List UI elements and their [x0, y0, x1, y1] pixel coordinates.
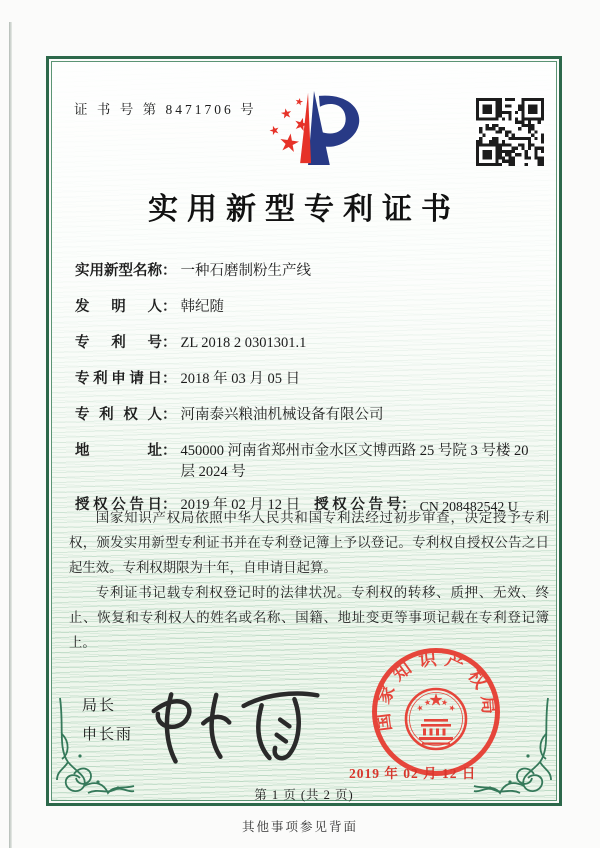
certificate-inner-area [51, 61, 557, 801]
field-address [75, 441, 547, 483]
field-patent-number [75, 333, 547, 354]
qr-code-icon [476, 98, 544, 166]
scan-paper-edge [9, 22, 12, 848]
field-colon: ： [162, 263, 177, 279]
page-number: 第 1 页 (共 2 页) [254, 788, 354, 802]
national-emblem-icon [406, 689, 466, 749]
director-title: 局长 [82, 698, 117, 714]
legal-body-text [69, 505, 549, 655]
cnipa-logo-icon [256, 86, 368, 170]
field-patentee [75, 405, 547, 426]
field-utility-model-name [75, 261, 547, 282]
certificate-number: 证 书 号 第 8471706 号 [74, 102, 257, 117]
field-label: 授权公告日 [75, 497, 162, 513]
field-colon: ： [162, 497, 177, 513]
legal-paragraph-1: 国家知识产权局依照中华人民共和国专利法经过初步审查，决定授予专利权，颁发实用新型专利证书并在专利登记簿上予以登记。专利权自授权公告之日起生效。专利权期限为十年，自申请日起算。 [69, 510, 549, 575]
seal-date: 2019 年 02 月 12 日 [349, 766, 477, 781]
field-value: 450000 河南省郑州市金水区文博西路 25 号院 3 号楼 20 层 2024 号 [180, 443, 529, 480]
field-colon: ： [162, 299, 177, 315]
field-label: 专利权人 [75, 407, 162, 423]
field-value: CN 208482542 U [419, 499, 518, 514]
back-note: 其他事项参见背面 [241, 820, 358, 834]
field-value: 韩纪随 [180, 299, 224, 315]
certificate-frame [46, 56, 562, 806]
floral-corner-flourish-right-icon [472, 696, 554, 798]
field-label: 授权公告号 [314, 497, 402, 513]
field-value: 2018 年 03 月 05 日 [180, 371, 301, 387]
legal-paragraph-2: 专利证书记载专利权登记时的法律状况。专利权的转移、质押、无效、终止、恢复和专利权人的姓名或名称、国籍、地址变更等事项记载在专利登记簿上。 [69, 585, 549, 650]
field-colon: ： [162, 407, 177, 423]
field-value: 河南泰兴粮油机械设备有限公司 [180, 407, 384, 423]
field-colon: ： [401, 497, 416, 513]
field-label: 地址 [75, 443, 162, 459]
field-value: 一种石磨制粉生产线 [180, 263, 311, 279]
field-inventor [75, 297, 547, 318]
field-colon: ： [162, 443, 177, 459]
field-colon: ： [162, 335, 177, 351]
certificate-title: 实用新型专利证书 [148, 193, 460, 226]
field-value: ZL 2018 2 0301301.1 [180, 335, 307, 351]
field-colon: ： [162, 371, 177, 387]
field-value: 2019 年 02 月 12 日 [180, 497, 301, 513]
floral-corner-flourish-left-icon [54, 696, 136, 798]
field-label: 实用新型名称 [75, 263, 162, 279]
certificate-fields [75, 261, 547, 517]
field-label: 专利申请日 [75, 371, 162, 387]
field-label: 发明人 [75, 299, 162, 315]
handwritten-signature-icon [142, 663, 340, 770]
director-name: 申长雨 [82, 727, 134, 743]
seal-agency-text: 国家知识产权局 [371, 648, 500, 733]
field-filing-date [75, 369, 547, 390]
field-label: 专利号 [75, 335, 162, 351]
